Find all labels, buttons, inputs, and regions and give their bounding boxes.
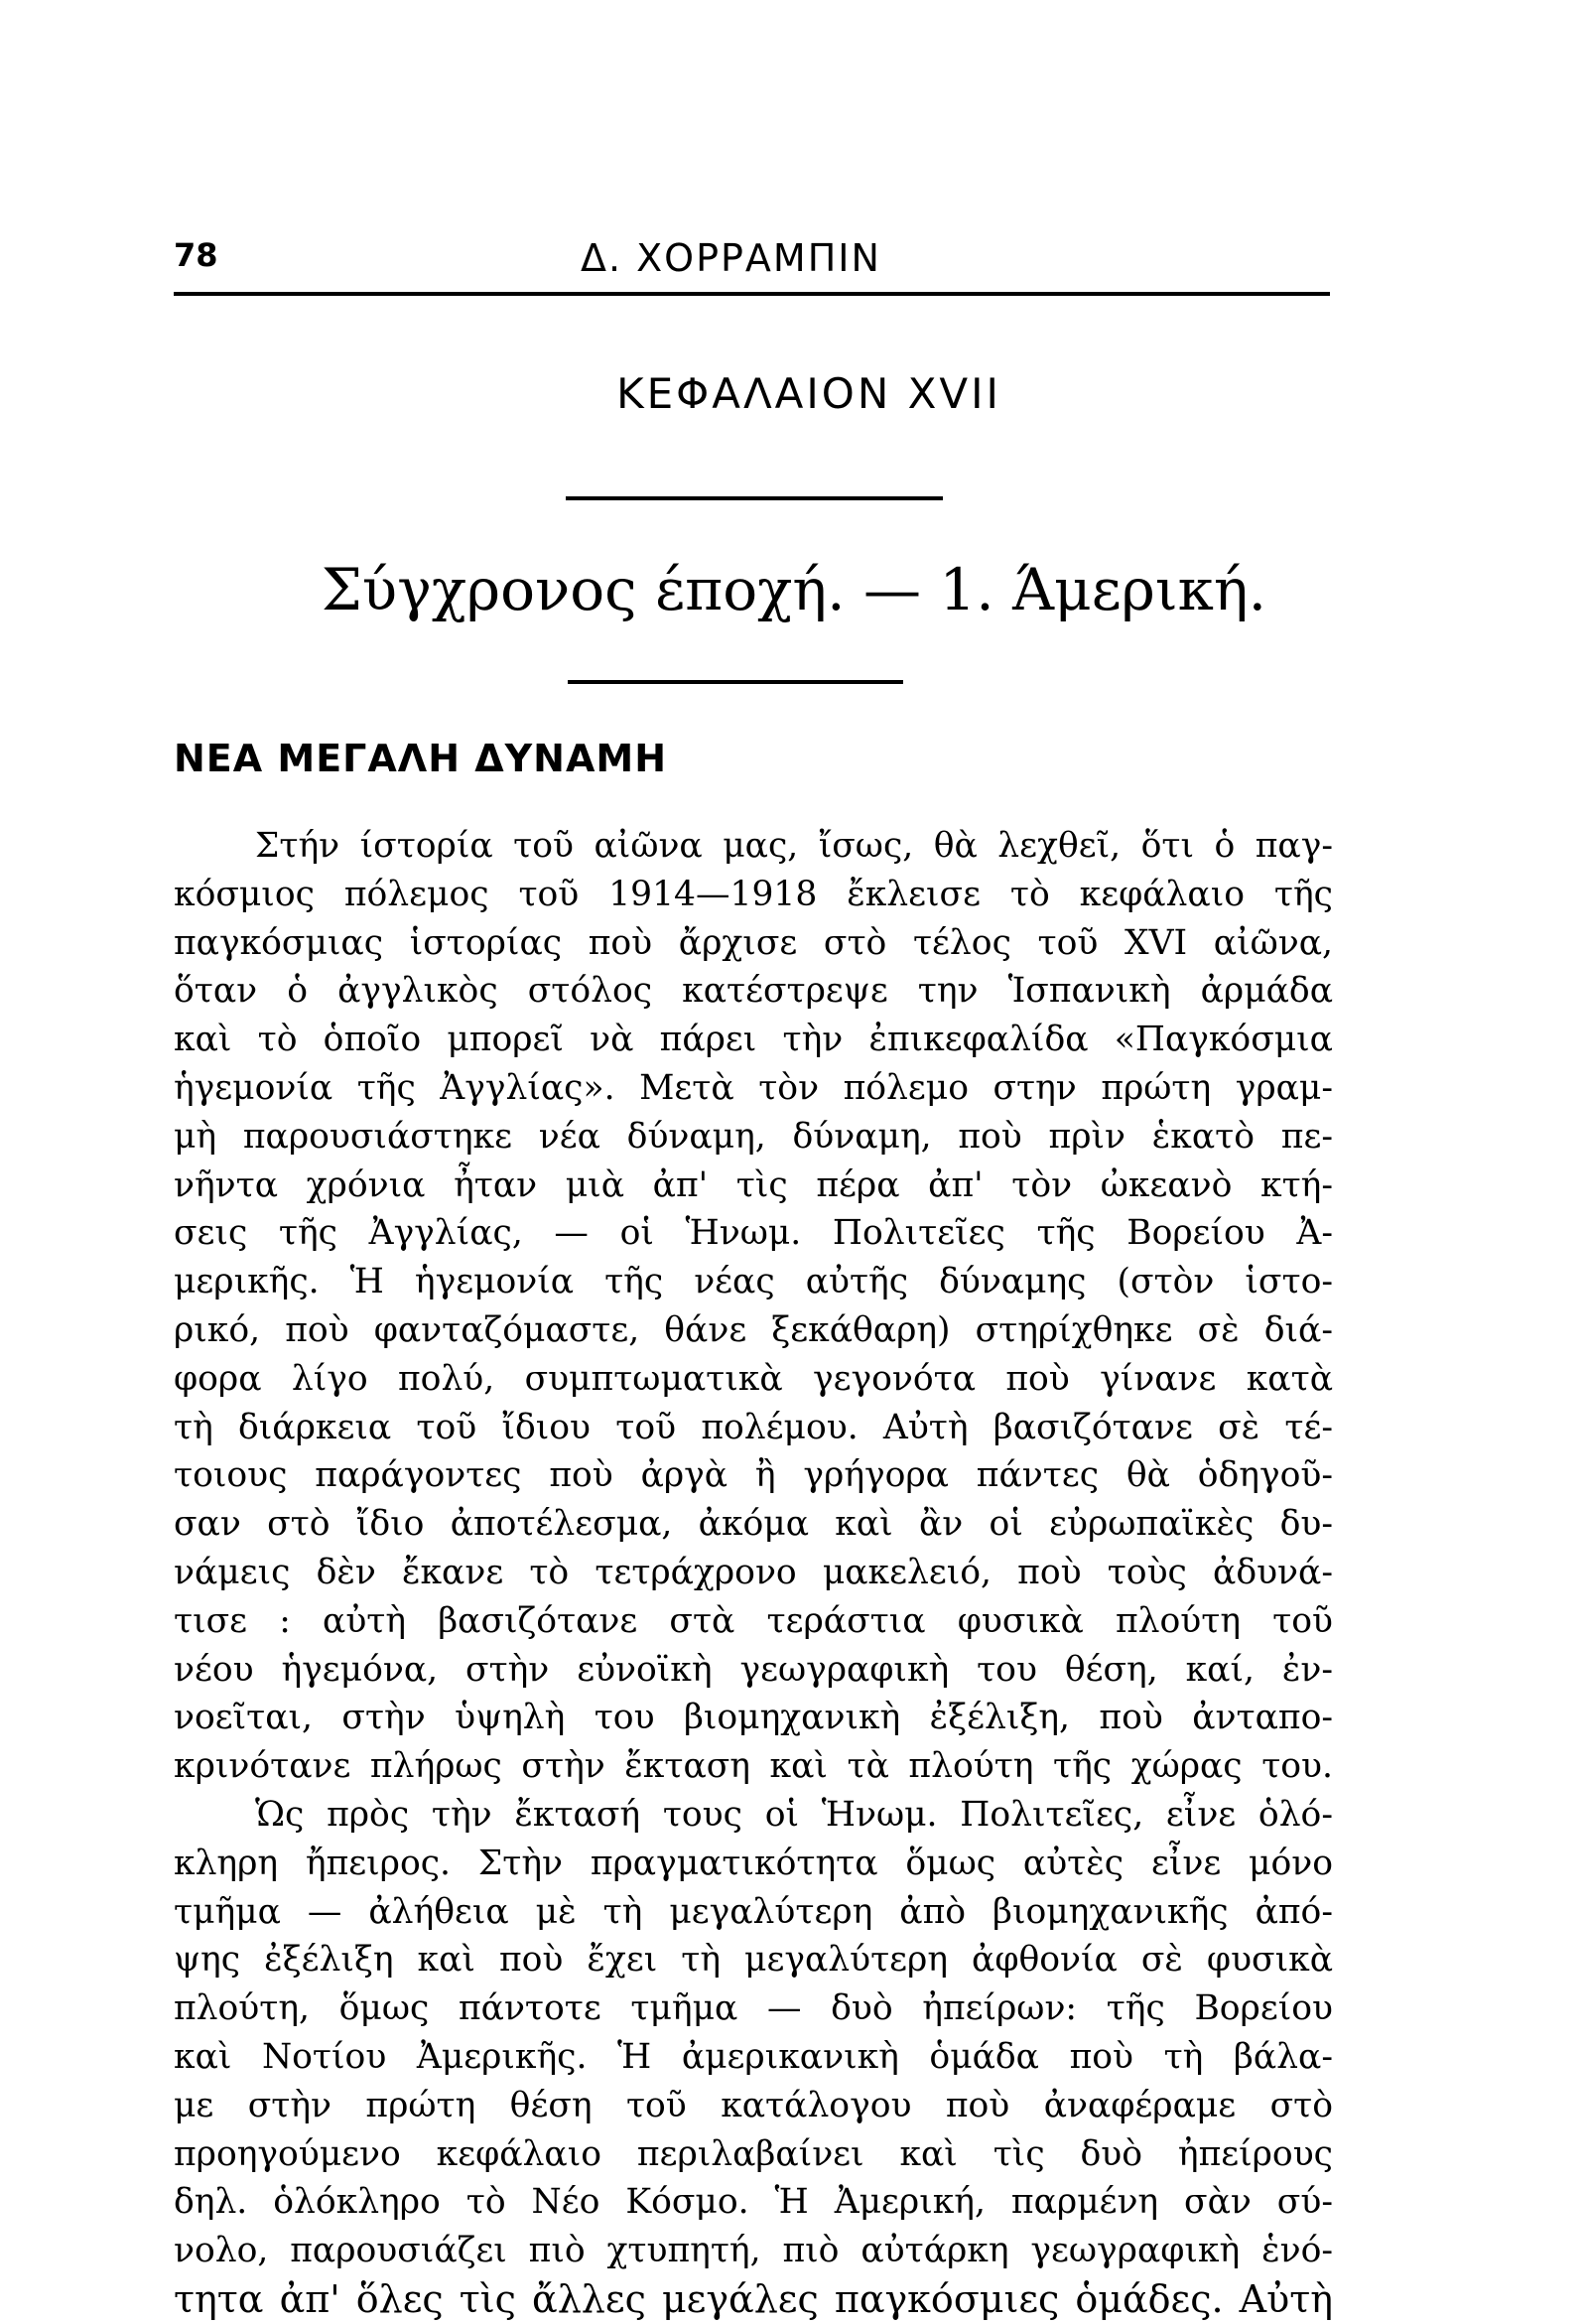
running-head: Δ. ΧΟΡΡΑΜΠΙΝ — [581, 236, 881, 280]
body-line: Ὡς πρὸς τὴν ἔκτασή τους οἱ Ἡνωμ. Πολιτεῖες, εἶνε ὁλό- — [255, 1794, 1333, 1835]
body-line: ψης ἐξέλιξη καὶ ποὺ ἔχει τὴ μεγαλύτερη ἀφθονία σὲ φυσικὰ — [174, 1940, 1333, 1981]
body-line: Στήν ίστορία τοῦ αἰῶνα μας, ἴσως, θὰ λεχθεῖ, ὅτι ὁ παγ- — [255, 826, 1333, 866]
body-line: καὶ Νοτίου Ἀμερικῆς. Ἡ ἀμερικανικὴ ὁμάδα ποὺ τὴ βάλα- — [174, 2036, 1333, 2077]
body-line: σαν στὸ ἴδιο ἀποτέλεσμα, ἀκόμα καὶ ἂν οἱ εὐρωπαϊκὲς δυ- — [174, 1504, 1333, 1545]
body-line: τητα ἀπ' ὅλες τὶς ἄλλες μεγάλες παγκόσμιες ὁμάδες. Αὐτὴ — [174, 2276, 1333, 2321]
body-line: νάμεις δὲν ἔκανε τὸ τετράχρονο μακελειό, ποὺ τοὺς ἀδυνά- — [174, 1552, 1333, 1592]
body-line: μὴ παρουσιάστηκε νέα δύναμη, δύναμη, ποὺ πρὶν ἑκατὸ πε- — [174, 1116, 1333, 1157]
body-line: μερικῆς. Ἡ ἡγεμονία τῆς νέας αὐτῆς δύναμης (στὸν ἱστο- — [174, 1262, 1333, 1302]
body-line: νολο, παρουσιάζει πιὸ χτυπητή, πιὸ αὐτάρκη γεωγραφικὴ ἑνό- — [174, 2231, 1333, 2271]
section-divider — [568, 680, 903, 684]
body-line: πλούτη, ὅμως πάντοτε τμῆμα — δυὸ ἠπείρων: τῆς Βορείου — [174, 1988, 1333, 2029]
body-line: τὴ διάρκεια τοῦ ἴδιου τοῦ πολέμου. Αὐτὴ βασιζότανε σὲ τέ- — [174, 1407, 1333, 1447]
section-title: Σύγχρονος έποχή. — 1. Άμερική. — [321, 556, 1267, 623]
body-line: τοιους παράγοντες ποὺ ἀργὰ ἢ γρήγορα πάντες θὰ ὁδηγοῦ- — [174, 1455, 1333, 1496]
body-line: νέου ἡγεμόνα, στὴν εὐνοϊκὴ γεωγραφικὴ του θέση, καί, ἐν- — [174, 1649, 1333, 1690]
body-line: τισε : αὐτὴ βασιζότανε στὰ τεράστια φυσικὰ πλούτη τοῦ — [174, 1600, 1333, 1641]
body-line: τμῆμα — ἀλήθεια μὲ τὴ μεγαλύτερη ἀπὸ βιομηχανικῆς ἀπό- — [174, 1891, 1333, 1932]
header-rule — [174, 292, 1330, 296]
page-header — [174, 236, 1330, 316]
body-line: παγκόσμιας ἱστορίας ποὺ ἄρχισε στὸ τέλος τοῦ XVI αἰῶνα, — [174, 922, 1333, 963]
chapter-divider — [566, 496, 943, 500]
body-line: ρικό, ποὺ φανταζόμαστε, θάνε ξεκάθαρη) στηρίχθηκε σὲ διά- — [174, 1309, 1333, 1350]
body-line: φορα λίγο πολύ, συμπτωματικὰ γεγονότα ποὺ γίνανε κατὰ — [174, 1358, 1333, 1399]
body-line: νῆντα χρόνια ἦταν μιὰ ἀπ' τὶς πέρα ἀπ' τὸν ὠκεανὸ κτή- — [174, 1164, 1333, 1205]
body-line: νοεῖται, στὴν ὑψηλὴ του βιομηχανικὴ ἐξέλιξη, ποὺ ἀνταπο- — [174, 1698, 1333, 1738]
body-line: κρινότανε πλήρως στὴν ἔκταση καὶ τὰ πλούτη τῆς χώρας του. — [174, 1746, 1333, 1787]
page-number: 78 — [174, 236, 218, 274]
body-line: ὅταν ὁ ἀγγλικὸς στόλος κατέστρεψε την Ἱσπανικὴ ἀρμάδα — [174, 971, 1333, 1012]
body-line: ἡγεμονία τῆς Ἀγγλίας». Μετὰ τὸν πόλεμο στην πρώτη γραμ- — [174, 1067, 1333, 1108]
body-line: κόσμιος πόλεμος τοῦ 1914—1918 ἔκλεισε τὸ κεφάλαιο τῆς — [174, 874, 1333, 914]
chapter-title: ΚΕΦΑΛΑΙΟΝ ΧVΙΙ — [616, 369, 1001, 418]
body-line: προηγούμενο κεφάλαιο περιλαβαίνει καὶ τὶς δυὸ ἠπείρους — [174, 2133, 1333, 2174]
subheading: ΝΕΑ ΜΕΓΑΛΗ ΔΥΝΑΜΗ — [174, 737, 667, 780]
body-line: δηλ. ὁλόκληρο τὸ Νέο Κόσμο. Ἡ Ἀμερική, παρμένη σὰν σύ- — [174, 2182, 1333, 2223]
body-line: κληρη ἤπειρος. Στὴν πραγματικότητα ὅμως αὐτὲς εἶνε μόνο — [174, 1843, 1333, 1883]
body-line: με στὴν πρώτη θέση τοῦ κατάλογου ποὺ ἀναφέραμε στὸ — [174, 2085, 1333, 2125]
body-line: καὶ τὸ ὁποῖο μπορεῖ νὰ πάρει τὴν ἐπικεφαλίδα «Παγκόσμια — [174, 1020, 1333, 1060]
body-text — [174, 822, 1333, 2324]
body-line: σεις τῆς Ἀγγλίας, — οἱ Ἡνωμ. Πολιτεῖες τῆς Βορείου Ἀ- — [174, 1213, 1333, 1254]
